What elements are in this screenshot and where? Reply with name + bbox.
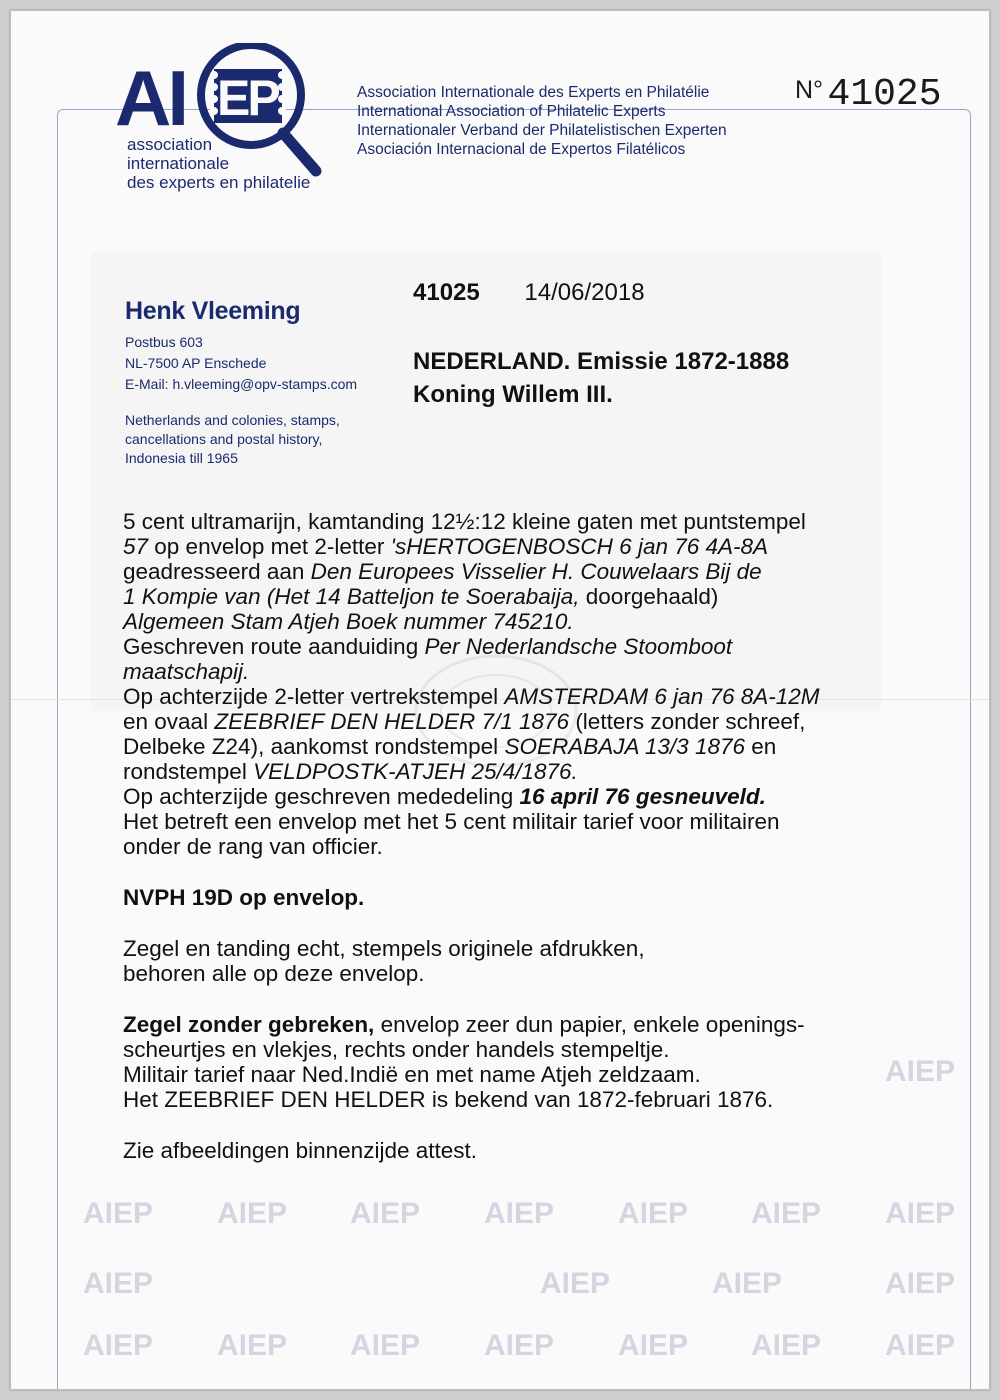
watermark-row <box>81 1259 961 1305</box>
svg-text:AI: AI <box>115 54 185 142</box>
svg-text:AIEP: AIEP <box>83 1197 154 1230</box>
aiep-watermark-icon <box>482 1189 560 1235</box>
text: Op achterzijde geschreven mededeling <box>123 784 520 809</box>
svg-text:AIEP: AIEP <box>884 1055 955 1088</box>
condition-line: scheurtjes en vlekjes, rechts onder handels stempeltje. <box>123 1037 670 1062</box>
text: geadresseerd aan <box>123 559 311 584</box>
watermark-row <box>81 1047 961 1093</box>
svg-text:AIEP: AIEP <box>884 1267 955 1300</box>
text: Zegel zonder gebreken, <box>123 1012 375 1037</box>
certificate-number <box>795 73 942 116</box>
expert-city: NL-7500 AP Enschede <box>125 355 267 371</box>
text: onder de rang van officier. <box>123 834 383 859</box>
svg-text:AIEP: AIEP <box>216 1197 287 1230</box>
aiep-watermark-icon <box>215 1189 293 1235</box>
aiep-watermark-icon <box>883 1047 961 1093</box>
logo-sub-line: internationale <box>127 154 230 173</box>
logo-sub-line: association <box>127 135 213 154</box>
association-name-es: Asociación Internacional de Expertos Filatélicos <box>357 141 686 158</box>
condition-line: Het ZEEBRIEF DEN HELDER is bekend van 1872-februari 1876. <box>123 1087 774 1112</box>
association-name-en: International Association of Philatelic Experts <box>357 103 666 120</box>
svg-text:AIEP: AIEP <box>617 1197 688 1230</box>
text: ZEEBRIEF DEN HELDER 7/1 1876 <box>214 709 570 734</box>
svg-text:AIEP: AIEP <box>350 1197 421 1230</box>
svg-text:AIEP: AIEP <box>539 1267 610 1300</box>
svg-text:AIEP: AIEP <box>83 1329 154 1362</box>
svg-text:AIEP: AIEP <box>884 1197 955 1230</box>
svg-text:AIEP: AIEP <box>483 1329 554 1362</box>
opinion-line: behoren alle op deze envelop. <box>123 961 425 986</box>
description-line <box>123 559 983 584</box>
header-number: 41025 <box>413 279 480 306</box>
aiep-watermark-icon <box>749 1189 827 1235</box>
aiep-watermark-icon <box>81 1189 159 1235</box>
association-name-fr: Association Internationale des Experts en Philatélie <box>357 84 710 101</box>
association-names <box>357 83 727 159</box>
description-line <box>123 809 983 834</box>
expert-email: E-Mail: h.vleeming@opv-stamps.com <box>125 376 358 392</box>
aiep-watermark-icon <box>81 1321 159 1367</box>
certificate-sheet <box>10 10 990 1390</box>
aiep-watermark-icon <box>538 1259 616 1305</box>
certificate-number-value: 41025 <box>827 73 942 116</box>
text: 5 cent ultramarijn, kamtanding 12½:12 kleine gaten met puntstempel <box>123 509 806 534</box>
svg-text:AIEP: AIEP <box>83 1267 154 1300</box>
description-line <box>123 609 983 634</box>
text: Delbeke Z24), aankomst rondstempel <box>123 734 505 759</box>
text: Op achterzijde 2-letter vertrekstempel <box>123 684 505 709</box>
aiep-watermark-icon <box>883 1259 961 1305</box>
aiep-watermark-icon <box>616 1321 694 1367</box>
expert-specialty <box>125 411 357 468</box>
svg-text:AIEP: AIEP <box>617 1329 688 1362</box>
expert-specialty-line: cancellations and postal history, <box>125 431 323 447</box>
text: envelop zeer dun papier, enkele openings- <box>374 1012 805 1037</box>
text: en ovaal <box>123 709 215 734</box>
catalog-number: NVPH 19D op envelop. <box>123 885 365 910</box>
watermark-row <box>81 1321 961 1367</box>
svg-text:AIEP: AIEP <box>751 1329 822 1362</box>
expert-specialty-line: Netherlands and colonies, stamps, <box>125 412 340 428</box>
text: rondstempel <box>123 759 254 784</box>
expert-name: Henk Vleeming <box>125 297 301 325</box>
item-title-line: NEDERLAND. Emissie 1872-1888 <box>413 348 790 375</box>
description-line <box>123 509 983 534</box>
aiep-watermark-icon <box>81 1259 159 1305</box>
text: (letters zonder schreef, <box>569 709 806 734</box>
svg-text:AIEP: AIEP <box>216 1329 287 1362</box>
aiep-watermark-icon <box>710 1259 788 1305</box>
text: 1 Kompie van (Het 14 Batteljon te Soerabaija, <box>123 584 580 609</box>
aiep-watermark-icon <box>883 1189 961 1235</box>
text: 16 april 76 gesneuveld. <box>519 784 766 809</box>
aiep-watermark-icon <box>749 1321 827 1367</box>
text: op envelop met 2-letter <box>148 534 391 559</box>
svg-text:AIEP: AIEP <box>712 1267 783 1300</box>
aiep-watermark-icon <box>215 1321 293 1367</box>
logo-subtitle <box>127 135 310 192</box>
logo-sub-line: des experts en philatelie <box>127 173 311 192</box>
text: Het betreft een envelop met het 5 cent militair tarief voor militairen <box>123 809 780 834</box>
svg-text:AIEP: AIEP <box>751 1197 822 1230</box>
embossed-seal-icon <box>411 651 581 771</box>
text: 57 <box>123 534 149 559</box>
text: en <box>745 734 777 759</box>
expert-postbus: Postbus 603 <box>125 334 203 350</box>
text: Den Europees Visselier H. Couwelaars Bij de <box>310 559 762 584</box>
condition-line <box>123 1012 983 1037</box>
aiep-watermark-icon <box>616 1189 694 1235</box>
text: Algemeen Stam Atjeh Boek nummer 745210. <box>123 609 574 634</box>
text: maatschapij. <box>123 659 250 684</box>
watermark-row <box>81 1189 961 1235</box>
footer-note: Zie afbeeldingen binnenzijde attest. <box>123 1138 478 1163</box>
text: Per Nederlandsche Stoomboot <box>424 634 733 659</box>
text: AMSTERDAM 6 jan 76 8A-12M <box>504 684 820 709</box>
svg-text:AIEP: AIEP <box>350 1329 421 1362</box>
description-line <box>123 584 983 609</box>
item-title-line: Koning Willem III. <box>413 381 613 408</box>
item-title <box>413 345 789 411</box>
text: VELDPOSTK-ATJEH 25/4/1876. <box>253 759 578 784</box>
aiep-watermark-icon <box>348 1189 426 1235</box>
header-date: 14/06/2018 <box>524 279 645 306</box>
description-line <box>123 834 983 859</box>
svg-text:EP: EP <box>217 70 278 126</box>
opinion-line: Zegel en tanding echt, stempels originele afdrukken, <box>123 936 645 961</box>
aiep-logo <box>111 43 341 193</box>
description-line <box>123 784 983 809</box>
condition-line: Militair tarief naar Ned.Indië en met name Atjeh zeldzaam. <box>123 1062 701 1087</box>
expert-block <box>125 297 357 468</box>
association-name-de: Internationaler Verband der Philatelistischen Experten <box>357 122 727 139</box>
certificate-header <box>413 279 645 307</box>
svg-text:AIEP: AIEP <box>884 1329 955 1362</box>
expert-specialty-line: Indonesia till 1965 <box>125 450 238 466</box>
description-line <box>123 534 983 559</box>
text: Geschreven route aanduiding <box>123 634 425 659</box>
text: doorgehaald) <box>579 584 719 609</box>
text: SOERABAJA 13/3 1876 <box>504 734 745 759</box>
svg-text:AIEP: AIEP <box>483 1197 554 1230</box>
aiep-watermark-icon <box>348 1321 426 1367</box>
aiep-watermark-icon <box>883 1321 961 1367</box>
certificate-number-label: N° <box>795 76 824 104</box>
aiep-watermark-icon <box>482 1321 560 1367</box>
text: 'sHERTOGENBOSCH 6 jan 76 4A-8A <box>390 534 769 559</box>
